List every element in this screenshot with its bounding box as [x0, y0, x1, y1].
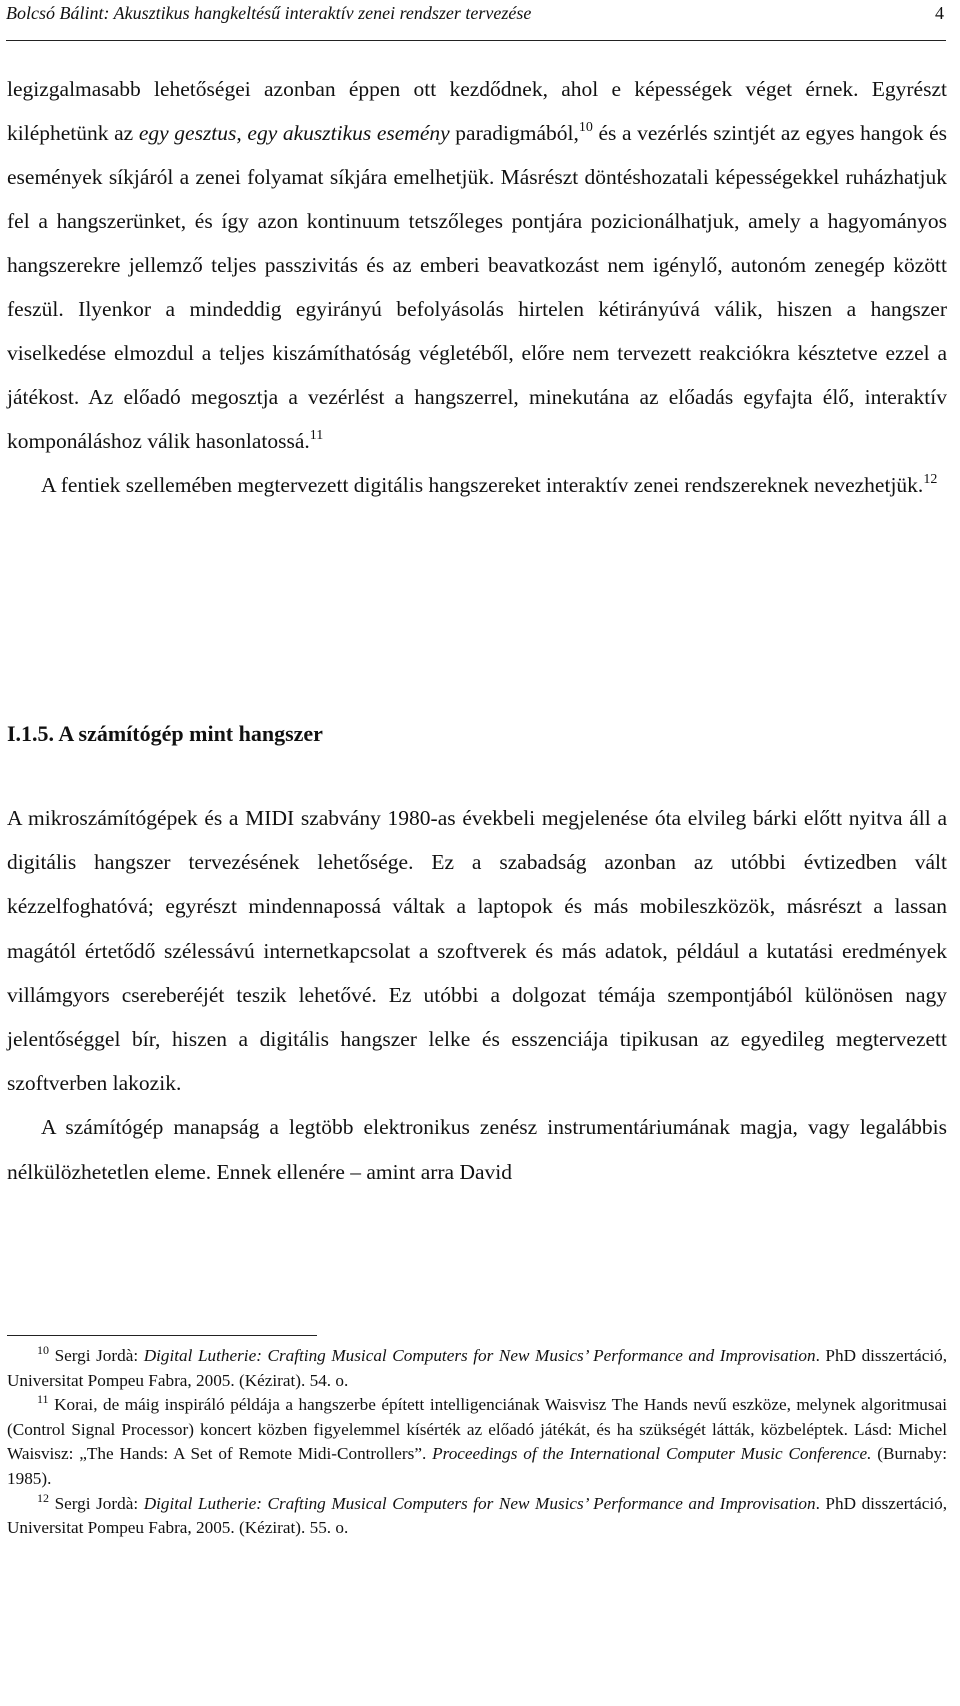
italic-term: egy akusztikus esemény: [247, 121, 450, 145]
section-body: [7, 796, 947, 1194]
paragraph: A számítógép manapság a legtöbb elektronikus zenész instrumentáriumának magja, vagy legalábbis nélkülözhetetlen eleme. Ennek ellenére – amint arra David: [7, 1115, 947, 1184]
paragraph-text: és a vezérlés szintjét az egyes hangok és események síkjáról a zenei folyamat síkjára emelhetjük. Másrészt döntéshozatali képességekkel ruházhatjuk fel a hangszerünket, és így azon kontinuum tetszőleges pontjára pozicionálhatjuk, amely a hagyományos hangszerekre jellemző teljes passzivitás és az emberi beavatkozást nem igénylő, autonóm zenegép között feszül. Ilyenkor a mindeddig egyirányú befolyásolás hirtelen kétirányúvá válik, hiszen a hangszer viselkedése elmozdul a teljes kiszámíthatóság végletéből, előre nem tervezett reakciókra késztetve ezzel a játékost. Az előadó megosztja a vezérlést a hangszerrel, minekutána az előadás egyfajta élő, interaktív komponáláshoz válik hasonlatossá.: [7, 121, 948, 453]
page-number: 4: [935, 3, 944, 23]
footnote-number: 10: [37, 1343, 49, 1357]
footnote: [7, 1344, 947, 1393]
footnote-title: Proceedings of the International Computer Music Conference.: [432, 1444, 872, 1464]
footnote-number: 12: [37, 1490, 49, 1505]
footnotes: [7, 1344, 947, 1541]
paragraph-text: ,: [236, 121, 248, 145]
footnote-text: Sergi Jordà:: [49, 1346, 144, 1365]
footnote-ref: 10: [578, 120, 593, 135]
footnote-text: Korai, de máig inspiráló példája a hangszerbe épített intelligenciának Waisvisz The Hands nevű eszköze, melynek algoritmusai (Control Signal Processor) koncert közben figyelemmel kísérték az előadó játékát, és ha szükségét látták, közbeléptek. Lásd: Michel Waisvisz: „The Hands: A Set of Remote Midi-Controllers”.: [7, 1395, 947, 1464]
italic-term: egy gesztus: [138, 121, 237, 145]
section-heading: [7, 712, 323, 756]
paragraph-text: legizgalmasabb lehetőségei azonban éppen ott kezdődnek, ahol e képességek véget érnek. Egyrészt kiléphetünk az: [7, 77, 947, 145]
section-number: I.1.5.: [7, 721, 55, 746]
paragraph-text: paradigmából,: [449, 121, 579, 145]
footnote-title: Digital Lutherie: Crafting Musical Computers for New Musics’ Performance and Improvisation: [143, 1493, 816, 1513]
footnote-text: (Burnaby: 1985).: [7, 1444, 947, 1488]
section-title: A számítógép mint hangszer: [58, 721, 323, 746]
footnote-text: . PhD disszertáció, Universitat Pompeu Fabra, 2005. (Kézirat). 55. o.: [7, 1493, 947, 1538]
paragraph: [7, 463, 947, 507]
footnote: [7, 1492, 947, 1541]
footnote: [7, 1393, 947, 1491]
paragraph-continued: [7, 67, 947, 463]
footnote-separator: [7, 1335, 317, 1336]
paragraph-text: A fentiek szellemében megtervezett digitális hangszereket interaktív zenei rendszereknek nevezhetjük.: [41, 473, 924, 497]
paragraph: A mikroszámítógépek és a MIDI szabvány 1980-as évekbeli megjelenése óta elvileg bárki előtt nyitva áll a digitális hangszer tervezésének lehetősége. Ez a szabadság azonban az utóbbi évtizedben vált kézzelfoghatóvá; egyrészt mindennapossá váltak a laptopok és más mobileszközök, másrészt a lassan magától értetődő szélessávú internetkapcsolat a szoftverek és más adatok, például a kutatási eredmények villámgyors csereberéjét teszik lehetővé. Ez utóbbi a dolgozat témája szempontjából különösen nagy jelentőséggel bír, hiszen a digitális hangszer lelke és esszenciája tipikusan az egyedileg megtervezett szoftverben lakozik.: [7, 806, 947, 1096]
footnote-text: Sergi Jordà:: [49, 1493, 144, 1513]
footnote-title: Digital Lutherie: Crafting Musical Computers for New Musics’ Performance and Improvisation: [143, 1346, 816, 1365]
header-title: Bolcsó Bálint: Akusztikus hangkeltésű interaktív zenei rendszer tervezése: [6, 3, 532, 23]
footnote-ref: 11: [309, 428, 324, 443]
footnote-ref: 12: [923, 472, 938, 487]
footnote-number: 11: [37, 1392, 49, 1407]
footnote-text: . PhD disszertáció, Universitat Pompeu Fabra, 2005. (Kézirat). 54. o.: [7, 1346, 947, 1390]
running-header: [6, 0, 946, 41]
body-text: [7, 67, 947, 507]
